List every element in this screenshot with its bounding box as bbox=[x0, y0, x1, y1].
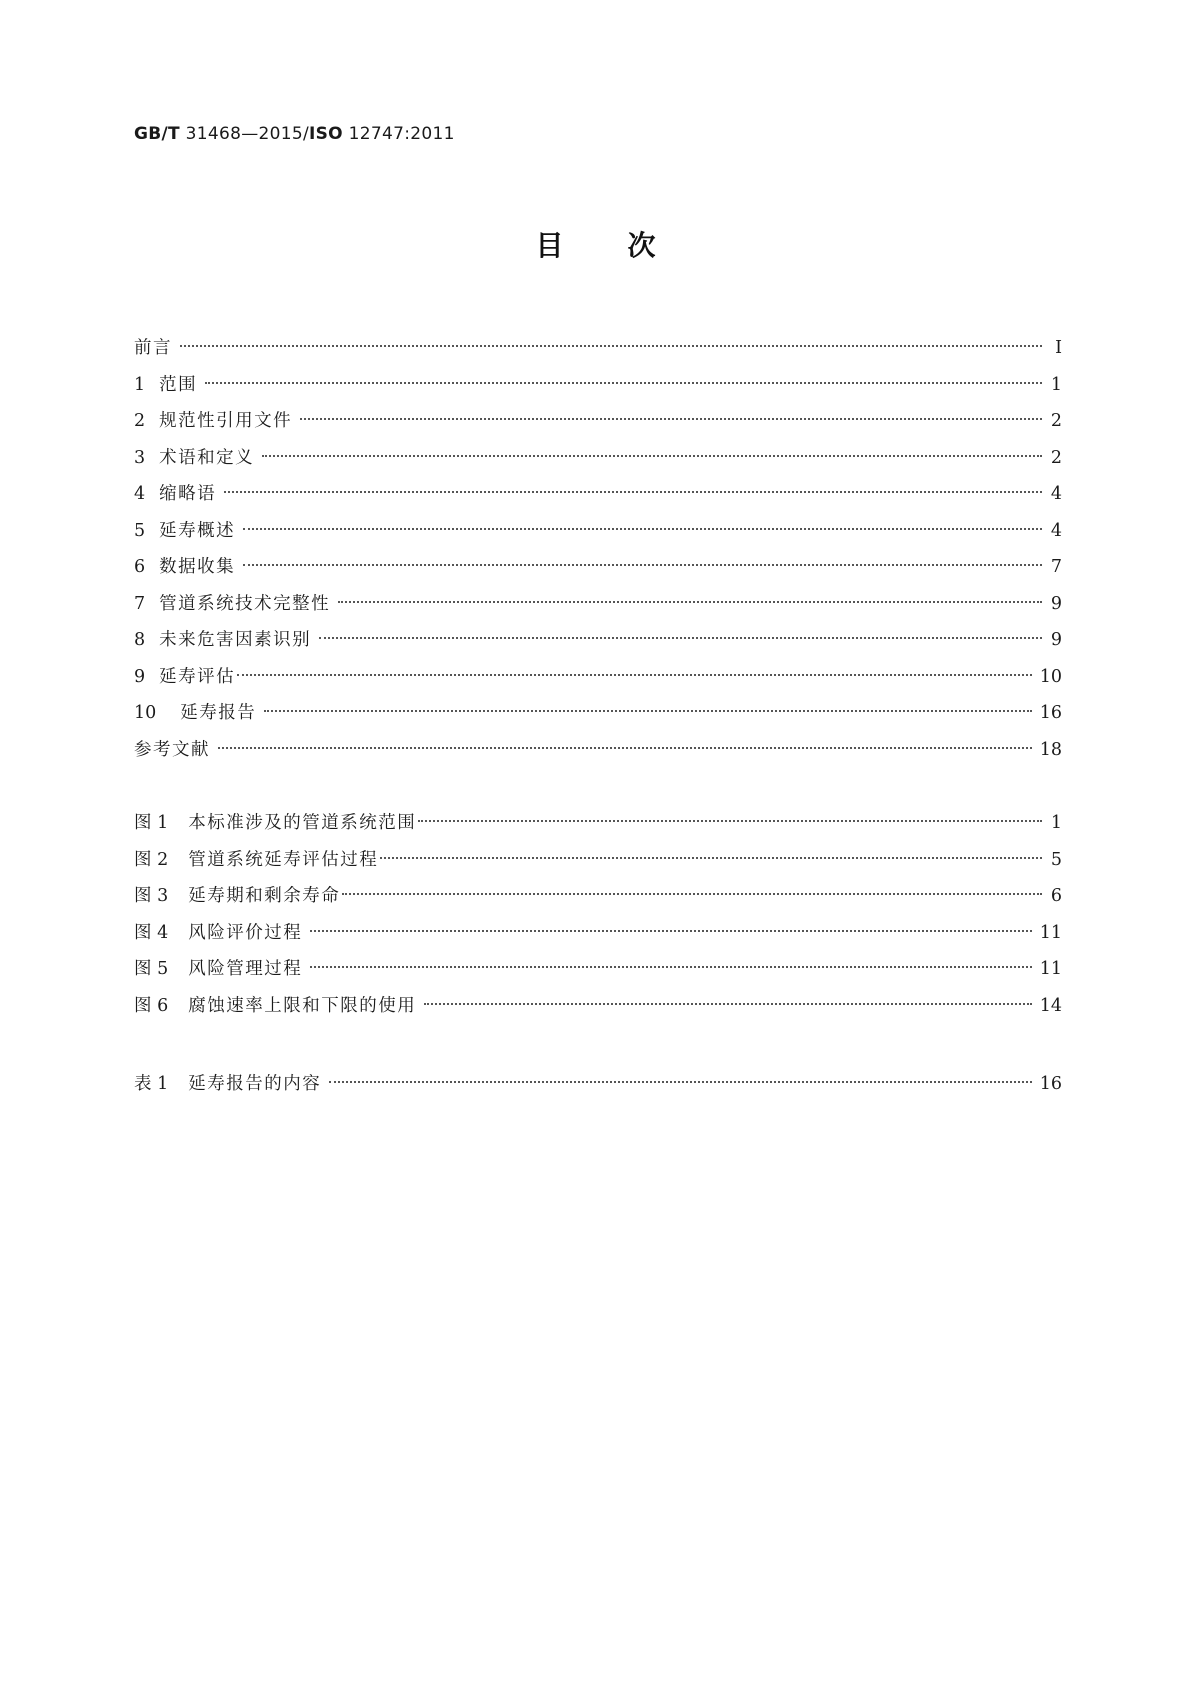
toc-entry-page: 2 bbox=[1050, 411, 1062, 431]
dot-leader bbox=[264, 710, 1031, 712]
toc-entry-page: 4 bbox=[1050, 484, 1062, 504]
figure-number: 图 5 bbox=[134, 959, 169, 979]
dot-leader bbox=[418, 820, 1042, 822]
toc-entry-table-1[interactable] bbox=[134, 1066, 1062, 1103]
toc-entry-section-8[interactable] bbox=[134, 622, 1062, 659]
dot-leader bbox=[243, 528, 1042, 530]
toc-entry-section-7[interactable] bbox=[134, 586, 1062, 623]
toc-entry-number: 7 bbox=[134, 593, 146, 614]
toc-entry-label: 管道系统延寿评估过程 bbox=[188, 849, 379, 870]
toc-entry-section-3[interactable] bbox=[134, 440, 1062, 477]
toc-entry-section-4[interactable] bbox=[134, 476, 1062, 513]
dot-leader bbox=[329, 1081, 1032, 1083]
toc-entry-page: 7 bbox=[1050, 557, 1062, 577]
toc-entry-label: 风险管理过程 bbox=[188, 959, 303, 979]
toc-entry-figure-2[interactable] bbox=[134, 842, 1062, 879]
standard-code-header bbox=[134, 124, 455, 144]
dot-leader bbox=[224, 491, 1042, 493]
standard-prefix: GB/T bbox=[134, 124, 180, 144]
dot-leader bbox=[218, 747, 1032, 749]
toc-entry-number: 10 bbox=[134, 703, 157, 723]
toc-entry-section-6[interactable] bbox=[134, 549, 1062, 586]
toc-entry-figure-4[interactable] bbox=[134, 915, 1062, 952]
toc-entry-number: 2 bbox=[134, 411, 146, 431]
toc-entry-page: 9 bbox=[1050, 630, 1062, 650]
standard-number: 31468—2015/ bbox=[179, 124, 309, 144]
figure-number: 图 3 bbox=[134, 886, 169, 906]
dot-leader bbox=[380, 857, 1042, 859]
toc-entry-page: 11 bbox=[1039, 922, 1062, 943]
toc-entry-label: 延寿评估 bbox=[159, 666, 236, 687]
dot-leader bbox=[243, 564, 1042, 566]
toc-entry-number: 8 bbox=[134, 630, 146, 650]
dot-leader bbox=[424, 1003, 1032, 1005]
toc-entry-label: 范围 bbox=[159, 374, 198, 395]
toc-entry-label: 缩略语 bbox=[159, 484, 217, 504]
tables-list bbox=[134, 1066, 1062, 1103]
figure-number: 图 6 bbox=[134, 995, 169, 1016]
toc-entry-section-10[interactable] bbox=[134, 695, 1062, 732]
figures-list bbox=[134, 805, 1062, 1024]
iso-number: 12747:2011 bbox=[342, 124, 455, 144]
toc-entry-label: 延寿报告 bbox=[180, 703, 257, 723]
toc-entry-number: 9 bbox=[134, 666, 146, 687]
toc-entry-label: 风险评价过程 bbox=[188, 922, 303, 943]
toc-entry-label: 规范性引用文件 bbox=[159, 411, 293, 431]
dot-leader bbox=[180, 345, 1042, 347]
toc-entry-label: 未来危害因素识别 bbox=[159, 630, 312, 650]
dot-leader bbox=[205, 382, 1042, 384]
contents-list bbox=[134, 330, 1062, 768]
toc-entry-figure-5[interactable] bbox=[134, 951, 1062, 988]
toc-entry-label: 延寿期和剩余寿命 bbox=[188, 886, 341, 906]
toc-entry-label: 参考文献 bbox=[134, 739, 210, 760]
toc-entry-page: 10 bbox=[1039, 666, 1062, 687]
toc-entry-label: 腐蚀速率上限和下限的使用 bbox=[188, 995, 417, 1016]
toc-entry-label: 本标准涉及的管道系统范围 bbox=[188, 813, 417, 833]
toc-entry-page: 18 bbox=[1039, 739, 1062, 760]
table-number: 表 1 bbox=[134, 1074, 169, 1094]
dot-leader bbox=[262, 455, 1042, 457]
toc-entry-foreword[interactable] bbox=[134, 330, 1062, 367]
toc-entry-page: 2 bbox=[1050, 447, 1062, 468]
toc-entry-page: 16 bbox=[1039, 703, 1062, 723]
dot-leader bbox=[342, 893, 1042, 895]
toc-entry-page: 16 bbox=[1039, 1074, 1062, 1094]
toc-entry-figure-1[interactable] bbox=[134, 805, 1062, 842]
dot-leader bbox=[300, 418, 1042, 420]
toc-entry-page: 9 bbox=[1050, 593, 1062, 614]
dot-leader bbox=[319, 637, 1042, 639]
iso-prefix: ISO bbox=[309, 124, 343, 144]
toc-entry-label: 术语和定义 bbox=[159, 447, 255, 468]
dot-leader bbox=[237, 674, 1032, 676]
figure-number: 图 1 bbox=[134, 813, 169, 833]
toc-entry-page: 14 bbox=[1039, 995, 1062, 1016]
toc-entry-figure-3[interactable] bbox=[134, 878, 1062, 915]
toc-entry-page: 11 bbox=[1039, 959, 1062, 979]
toc-entry-section-2[interactable] bbox=[134, 403, 1062, 440]
dot-leader bbox=[310, 966, 1032, 968]
toc-entry-label: 延寿概述 bbox=[159, 520, 236, 541]
toc-entry-number: 5 bbox=[134, 520, 146, 541]
toc-entry-page: 1 bbox=[1050, 813, 1062, 833]
toc-entry-bibliography[interactable] bbox=[134, 732, 1062, 769]
toc-entry-page: Ⅰ bbox=[1055, 338, 1062, 358]
toc-entry-label: 延寿报告的内容 bbox=[188, 1074, 322, 1094]
figure-number: 图 4 bbox=[134, 922, 169, 943]
toc-entry-page: 5 bbox=[1050, 849, 1062, 870]
toc-entry-label: 前言 bbox=[134, 338, 172, 358]
toc-entry-number: 3 bbox=[134, 447, 146, 468]
toc-entry-figure-6[interactable] bbox=[134, 988, 1062, 1025]
figure-number: 图 2 bbox=[134, 849, 169, 870]
toc-entry-section-1[interactable] bbox=[134, 367, 1062, 404]
toc-entry-number: 4 bbox=[134, 484, 146, 504]
dot-leader bbox=[310, 930, 1032, 932]
toc-entry-page: 6 bbox=[1050, 886, 1062, 906]
page-title: 目次 bbox=[535, 229, 720, 262]
toc-entry-number: 1 bbox=[134, 374, 146, 395]
toc-entry-label: 管道系统技术完整性 bbox=[159, 593, 331, 614]
toc-entry-label: 数据收集 bbox=[159, 557, 236, 577]
toc-entry-number: 6 bbox=[134, 557, 146, 577]
dot-leader bbox=[338, 601, 1042, 603]
toc-entry-page: 1 bbox=[1050, 374, 1062, 395]
toc-entry-section-5[interactable] bbox=[134, 513, 1062, 550]
toc-entry-page: 4 bbox=[1050, 520, 1062, 541]
toc-entry-section-9[interactable] bbox=[134, 659, 1062, 696]
